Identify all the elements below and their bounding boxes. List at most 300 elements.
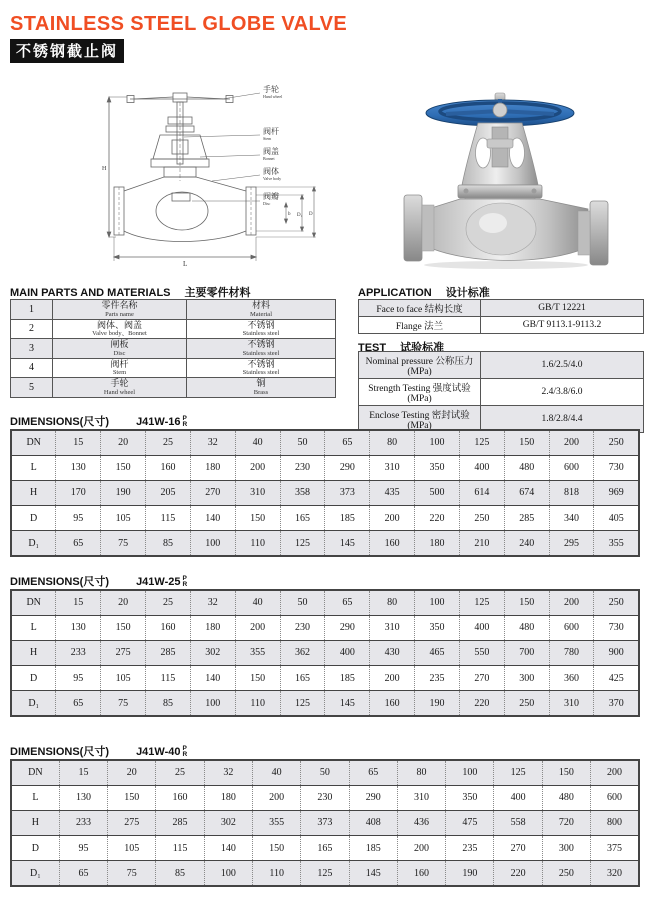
callout-stem-en: Stem (263, 136, 272, 141)
dim-cell: 310 (549, 691, 594, 716)
dim-row (11, 430, 639, 455)
callout-body-en: Valve body (263, 176, 282, 181)
dim-cell: 220 (494, 861, 542, 886)
cell-text-en: Stainless steel (242, 369, 280, 376)
page-title-chinese: 不锈钢截止阀 (10, 39, 124, 63)
dim-row (11, 455, 639, 480)
dim-cell: 500 (415, 480, 460, 505)
dim-cell: 85 (146, 531, 191, 556)
dim-cell: 125 (301, 861, 349, 886)
dim-row (11, 590, 639, 615)
parts-name-cell (53, 319, 187, 339)
dim-cell: 130 (56, 615, 101, 640)
dim-cell: 40 (235, 430, 280, 455)
cell-text-cn: 铜 (256, 378, 266, 388)
dim-cell: 310 (235, 480, 280, 505)
application-label-cell: Face to face 结构长度 (359, 300, 481, 317)
parts-row-number: 1 (11, 300, 53, 320)
cell-text-cn: 阀杆 (110, 358, 129, 369)
callout-body-cn: 阀体 (263, 167, 279, 176)
dim-cell: 80 (370, 430, 415, 455)
dim-cell: 20 (101, 590, 146, 615)
dim-cell: 235 (415, 666, 460, 691)
dim-cell: 145 (325, 531, 370, 556)
dim-cell: 150 (235, 666, 280, 691)
callout-bonnet-en: Bonnet (263, 156, 275, 161)
dim-cell: 200 (370, 506, 415, 531)
dim-row-label: D₁ (11, 531, 56, 556)
dim-cell: 475 (446, 810, 494, 835)
dim-cell: 480 (504, 615, 549, 640)
dim-row (11, 615, 639, 640)
parts-heading-en: MAIN PARTS AND MATERIALS (10, 287, 171, 299)
dim-cell: 140 (190, 666, 235, 691)
dim-cell: 110 (235, 531, 280, 556)
model-suffix (182, 746, 187, 759)
dim-row-label: D₁ (11, 861, 59, 886)
dim-cell: 115 (146, 506, 191, 531)
dim-cell: 75 (108, 861, 156, 886)
dim-cell: 100 (446, 760, 494, 785)
dim-cell: 65 (56, 691, 101, 716)
dim-cell: 85 (156, 861, 204, 886)
dim-cell: 720 (542, 810, 590, 835)
cell-text-cn: 手轮 (110, 378, 129, 388)
dim-cell: 65 (56, 531, 101, 556)
dim-cell: 436 (397, 810, 445, 835)
dim-cell: 275 (101, 640, 146, 665)
dim-cell: 285 (156, 810, 204, 835)
dim-cell: 105 (108, 836, 156, 861)
dim-cell: 310 (370, 455, 415, 480)
suffix-r: R (182, 581, 188, 589)
dim-cell: 100 (204, 861, 252, 886)
dim-cell: 180 (204, 785, 252, 810)
dim-cell: 180 (190, 615, 235, 640)
dim-row (11, 666, 639, 691)
dimensions-label: DIMENSIONS(尺寸) (10, 416, 109, 428)
dim-cell: 32 (190, 430, 235, 455)
dim-cell: 150 (108, 785, 156, 810)
dim-cell: 370 (594, 691, 639, 716)
dim-cell: 100 (415, 430, 460, 455)
dim-cell: 95 (56, 506, 101, 531)
dim-cell: 165 (280, 506, 325, 531)
dim-cell: 160 (370, 531, 415, 556)
dim-cell: 125 (280, 531, 325, 556)
dim-cell: 20 (108, 760, 156, 785)
parts-section-heading (10, 284, 251, 300)
model-suffix (182, 576, 187, 589)
cell-text-cn: 闸板 (110, 339, 129, 349)
dim-cell: 275 (108, 810, 156, 835)
dim-cell: 400 (459, 455, 504, 480)
parts-row (11, 358, 336, 378)
dim-cell: 230 (280, 615, 325, 640)
dim-cell: 185 (325, 506, 370, 531)
handwheel (426, 99, 574, 126)
dim-cell: 800 (591, 810, 639, 835)
test-row (359, 379, 644, 406)
dim-row (11, 861, 639, 886)
dim-cell: 270 (494, 836, 542, 861)
dim-cell: 40 (252, 760, 300, 785)
dim-cell: 405 (594, 506, 639, 531)
dim-cell: 200 (252, 785, 300, 810)
callout-disc-cn: 阀瓣 (263, 192, 279, 201)
dim-cell: 425 (594, 666, 639, 691)
dim-cell: 50 (280, 590, 325, 615)
dim-cell: 302 (190, 640, 235, 665)
dim-cell: 125 (280, 691, 325, 716)
cell-text-en: Hand wheel (103, 388, 136, 396)
model-j41w16: J41W-16 (136, 416, 181, 428)
dim-row-label: H (11, 480, 56, 505)
dimension-table-j41w16 (10, 429, 640, 557)
dim-cell: 270 (190, 480, 235, 505)
dimensions-label: DIMENSIONS(尺寸) (10, 576, 109, 588)
application-table (358, 299, 644, 334)
application-value-cell: GB/T 9113.1-9113.2 (481, 317, 644, 334)
dim-cell: 340 (549, 506, 594, 531)
parts-material-cell (187, 339, 336, 359)
parts-row (11, 319, 336, 339)
dim-row (11, 531, 639, 556)
dim-row-label: DN (26, 597, 41, 609)
suffix-p: P (182, 744, 187, 752)
dim-cell: 250 (504, 691, 549, 716)
dim-row-label: D (11, 666, 56, 691)
test-heading-en: TEST (358, 342, 387, 354)
dim-cell: 220 (415, 506, 460, 531)
test-heading-cn: 试验标准 (400, 342, 445, 354)
dim-cell: 200 (397, 836, 445, 861)
dim-cell: 200 (235, 455, 280, 480)
dim-cell: 200 (235, 615, 280, 640)
dim-cell: 125 (494, 760, 542, 785)
suffix-p: P (182, 574, 187, 582)
dim-row-label: L (11, 785, 59, 810)
dim-cell: 730 (594, 615, 639, 640)
parts-row-number: 3 (11, 339, 53, 359)
test-row (359, 352, 644, 379)
dim-cell: 25 (146, 430, 191, 455)
cell-text-en: Disc (113, 349, 126, 357)
parts-row (11, 339, 336, 359)
dim-cell: 200 (549, 430, 594, 455)
dim-cell: 360 (549, 666, 594, 691)
dim-row-label: D (11, 836, 59, 861)
dim-row-label: D₁ (11, 691, 56, 716)
cell-text-cn: 阀体、阀盖 (96, 319, 142, 330)
dim-cell: 358 (280, 480, 325, 505)
cell-text-cn: 不锈钢 (247, 339, 275, 349)
cell-text-cn: 不锈钢 (247, 358, 275, 369)
dim-cell: 15 (56, 590, 101, 615)
dim-cell: 150 (101, 615, 146, 640)
test-label-cell: Nominal pressure 公称压力(MPa) (359, 352, 481, 379)
dim-cell: 200 (591, 760, 639, 785)
dim-cell: 240 (504, 531, 549, 556)
dim-cell: 230 (301, 785, 349, 810)
dim-cell: 310 (397, 785, 445, 810)
dim-cell: 355 (235, 640, 280, 665)
dim-cell: 730 (594, 455, 639, 480)
parts-row-number: 4 (11, 358, 53, 378)
dim-cell: 355 (252, 810, 300, 835)
parts-heading-cn: 主要零件材料 (184, 287, 251, 299)
dimensions-heading-j41w25 (10, 573, 187, 589)
dim-row (11, 810, 639, 835)
dim-cell: 100 (190, 531, 235, 556)
dim-cell: 105 (101, 666, 146, 691)
dim-cell: 310 (370, 615, 415, 640)
dim-cell: 550 (459, 640, 504, 665)
dim-row-label: L (11, 455, 56, 480)
cell-text-en: Stem (112, 369, 127, 376)
dim-cell: 25 (156, 760, 204, 785)
suffix-r: R (182, 421, 188, 429)
dim-cell: 65 (349, 760, 397, 785)
dim-cell: 100 (190, 691, 235, 716)
parts-name-cell (53, 358, 187, 378)
cell-text-cn: 不锈钢 (247, 319, 275, 330)
model-j41w40: J41W-40 (136, 746, 181, 758)
dim-cell: 290 (325, 455, 370, 480)
dim-cell: 233 (56, 640, 101, 665)
dim-cell: 435 (370, 480, 415, 505)
dim-cell: 160 (370, 691, 415, 716)
dim-cell: 818 (549, 480, 594, 505)
dim-cell: 145 (325, 691, 370, 716)
dim-cell: 355 (594, 531, 639, 556)
parts-name-cell (53, 339, 187, 359)
dim-label-d1: D₁ (297, 213, 303, 218)
dim-cell: 400 (494, 785, 542, 810)
dim-cell: 150 (542, 760, 590, 785)
dim-row-label: H (11, 640, 56, 665)
dim-cell: 110 (252, 861, 300, 886)
dim-label-h: H (102, 166, 107, 172)
dim-cell: 900 (594, 640, 639, 665)
dim-cell: 295 (549, 531, 594, 556)
dim-cell: 95 (59, 836, 107, 861)
dim-cell: 65 (325, 430, 370, 455)
dim-cell: 350 (446, 785, 494, 810)
test-label-cell: Enclose Testing 密封试验(MPa) (359, 406, 481, 433)
dim-row-label: D (11, 506, 56, 531)
dim-cell: 290 (349, 785, 397, 810)
dim-cell: 105 (101, 506, 146, 531)
dim-cell: 480 (504, 455, 549, 480)
dim-cell: 210 (459, 531, 504, 556)
dim-cell: 115 (156, 836, 204, 861)
dim-cell: 700 (504, 640, 549, 665)
model-j41w25: J41W-25 (136, 576, 181, 588)
callout-handwheel-cn: 手轮 (263, 85, 279, 94)
dim-cell: 400 (459, 615, 504, 640)
dim-cell: 50 (280, 430, 325, 455)
application-section-heading (358, 284, 490, 300)
callout-bonnet-cn: 阀盖 (263, 147, 279, 156)
dim-cell: 300 (504, 666, 549, 691)
dim-cell: 115 (146, 666, 191, 691)
dimension-table-j41w25 (10, 589, 640, 717)
dim-cell: 95 (56, 666, 101, 691)
dim-cell: 25 (146, 590, 191, 615)
test-table (358, 351, 644, 433)
dim-cell: 20 (101, 430, 146, 455)
test-label-cell: Strength Testing 强度试验(MPa) (359, 379, 481, 406)
dim-cell: 600 (549, 615, 594, 640)
dim-cell: 185 (349, 836, 397, 861)
parts-material-cell (187, 319, 336, 339)
cell-text-en: Brass (253, 388, 269, 396)
dim-cell: 15 (56, 430, 101, 455)
dim-cell: 600 (549, 455, 594, 480)
dim-cell: 75 (101, 691, 146, 716)
dim-cell: 480 (542, 785, 590, 810)
dim-cell: 373 (325, 480, 370, 505)
application-label-cell: Flange 法兰 (359, 317, 481, 334)
dim-cell: 170 (56, 480, 101, 505)
dim-cell: 465 (415, 640, 460, 665)
dim-cell: 160 (156, 785, 204, 810)
dim-cell: 290 (325, 615, 370, 640)
dim-cell: 65 (59, 861, 107, 886)
dim-cell: 150 (504, 430, 549, 455)
dim-cell: 220 (459, 691, 504, 716)
dim-cell: 969 (594, 480, 639, 505)
dim-cell: 300 (542, 836, 590, 861)
dim-cell: 150 (235, 506, 280, 531)
dim-cell: 285 (504, 506, 549, 531)
dim-cell: 160 (397, 861, 445, 886)
dim-row (11, 836, 639, 861)
test-value-cell: 2.4/3.8/6.0 (481, 379, 644, 406)
dim-label-l: L (183, 260, 188, 268)
dim-cell: 130 (56, 455, 101, 480)
cell-text-en: Valve body、Bonnet (92, 330, 147, 337)
dim-cell: 140 (204, 836, 252, 861)
application-heading-cn: 设计标准 (445, 287, 490, 299)
dimensions-label: DIMENSIONS(尺寸) (10, 746, 109, 758)
application-row (359, 300, 644, 317)
dim-cell: 373 (301, 810, 349, 835)
dim-cell: 185 (325, 666, 370, 691)
dim-cell: 150 (504, 590, 549, 615)
dim-cell: 130 (59, 785, 107, 810)
dim-cell: 200 (549, 590, 594, 615)
cell-text-cn: 零件名称 (101, 300, 138, 310)
parts-table (10, 299, 336, 398)
dim-cell: 150 (101, 455, 146, 480)
test-value-cell: 1.6/2.5/4.0 (481, 352, 644, 379)
dim-cell: 230 (280, 455, 325, 480)
dim-cell: 780 (549, 640, 594, 665)
dim-cell: 125 (459, 590, 504, 615)
dim-cell: 145 (349, 861, 397, 886)
dim-cell: 250 (542, 861, 590, 886)
dim-cell: 180 (190, 455, 235, 480)
page-title: STAINLESS STEEL GLOBE VALVE (10, 13, 348, 35)
dim-cell: 430 (370, 640, 415, 665)
dim-cell: 165 (301, 836, 349, 861)
dim-cell: 165 (280, 666, 325, 691)
application-row (359, 317, 644, 334)
dim-cell: 140 (190, 506, 235, 531)
dim-cell: 250 (594, 430, 639, 455)
dim-cell: 408 (349, 810, 397, 835)
parts-material-cell (187, 358, 336, 378)
parts-material-cell (187, 378, 336, 398)
parts-name-cell (53, 378, 187, 398)
dim-cell: 235 (446, 836, 494, 861)
dim-cell: 180 (415, 531, 460, 556)
dim-cell: 350 (415, 615, 460, 640)
cell-text-en: Material (249, 310, 273, 318)
dim-row (11, 480, 639, 505)
dim-row-label: H (11, 810, 59, 835)
callout-handwheel-en: Hand wheel (263, 94, 283, 99)
dim-cell: 65 (325, 590, 370, 615)
dim-cell: 40 (235, 590, 280, 615)
parts-row-number: 2 (11, 319, 53, 339)
technical-drawing (100, 85, 330, 275)
dim-row (11, 760, 639, 785)
dim-cell: 85 (146, 691, 191, 716)
dim-label-d: D (309, 212, 313, 217)
dim-cell: 600 (591, 785, 639, 810)
dim-cell: 110 (235, 691, 280, 716)
suffix-p: P (182, 414, 187, 422)
dimensions-heading-j41w40 (10, 743, 187, 759)
dim-cell: 190 (415, 691, 460, 716)
dim-cell: 302 (204, 810, 252, 835)
dim-cell: 350 (415, 455, 460, 480)
dim-label-b: b (288, 212, 291, 217)
dim-row (11, 640, 639, 665)
dim-row-label: DN (28, 767, 43, 779)
dim-cell: 150 (252, 836, 300, 861)
dim-cell: 80 (397, 760, 445, 785)
dim-row (11, 785, 639, 810)
dim-cell: 200 (370, 666, 415, 691)
model-suffix (182, 416, 187, 429)
parts-name-cell (53, 300, 187, 320)
parts-row-number: 5 (11, 378, 53, 398)
photo-shadow (424, 261, 588, 269)
dim-cell: 32 (190, 590, 235, 615)
dim-cell: 270 (459, 666, 504, 691)
dimension-table-j41w40 (10, 759, 640, 887)
cell-text-en: Parts name (105, 310, 134, 318)
dim-cell: 32 (204, 760, 252, 785)
dim-cell: 160 (146, 455, 191, 480)
dim-cell: 400 (325, 640, 370, 665)
callout-stem-cn: 阀杆 (263, 127, 279, 136)
dim-cell: 50 (301, 760, 349, 785)
parts-row (11, 378, 336, 398)
dim-cell: 190 (446, 861, 494, 886)
application-heading-en: APPLICATION (358, 287, 432, 299)
cell-text-en: Stainless steel (242, 349, 280, 357)
dim-row (11, 691, 639, 716)
cell-text-en: Stainless steel (242, 330, 280, 337)
dim-cell: 250 (594, 590, 639, 615)
dim-cell: 250 (459, 506, 504, 531)
dimensions-heading-j41w16 (10, 413, 187, 429)
